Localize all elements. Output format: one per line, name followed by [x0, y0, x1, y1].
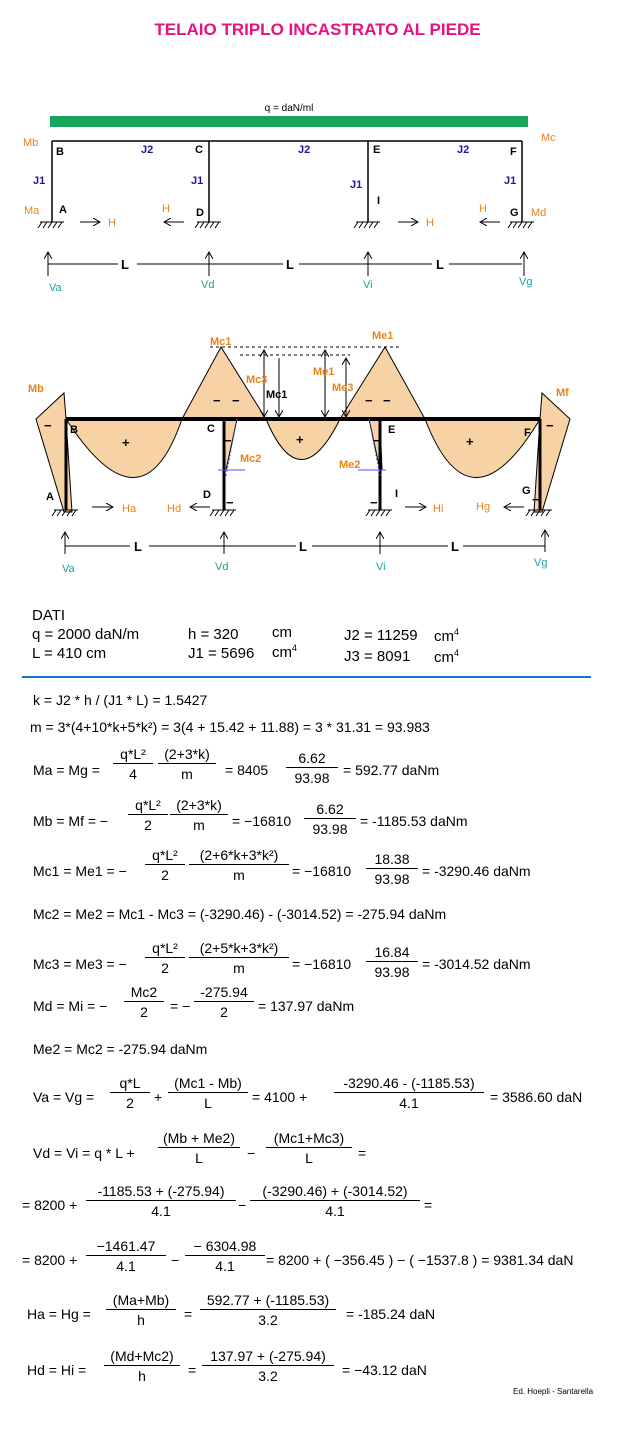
- formula-mc3-frac-2: [189, 940, 289, 976]
- span2-L-3: L: [451, 539, 459, 554]
- formula-vd2-lhs: = 8200 +: [22, 1197, 78, 1213]
- sign-minus-10: −: [224, 433, 232, 448]
- formula-ha-frac-1: [106, 1292, 176, 1328]
- node-G: G: [510, 207, 519, 219]
- formula-va-f1-num: q*L: [110, 1075, 150, 1093]
- frame-scheme: [0, 0, 635, 300]
- formula-va-f3-num: -3290.46 - (-1185.53): [334, 1075, 484, 1093]
- formula-mc1-f3-num: 18.38: [366, 851, 418, 869]
- force-H-3: H: [426, 217, 434, 229]
- node2-G: G: [522, 485, 531, 497]
- sign-minus-6: −: [546, 418, 554, 433]
- node-I: I: [377, 195, 381, 207]
- formula-md-f2-den: 2: [220, 1004, 228, 1020]
- formula-mb-mid: = −16810: [232, 813, 292, 829]
- force-Hg: Hg: [476, 501, 491, 513]
- formula-mc3-lhs: Mc3 = Me3 = −: [33, 956, 127, 972]
- dati-J3-unit-text: cm: [434, 649, 454, 666]
- formula-mb-f1-den: 2: [144, 817, 152, 833]
- formula-vd3-f2-den: 4.1: [215, 1258, 235, 1274]
- moment-fills: [36, 347, 570, 512]
- formula-mb-frac-3: [304, 801, 356, 837]
- formula-vd-eq: =: [358, 1145, 367, 1161]
- formula-va-f3-den: 4.1: [399, 1095, 419, 1111]
- formula-va-f1-den: 2: [126, 1095, 134, 1111]
- inertia-J2-label-3: J2: [457, 144, 470, 156]
- label-Mc1: Mc1: [210, 336, 232, 348]
- formula-mc1-f2-num: (2+6*k+3*k²): [189, 847, 289, 865]
- sign-minus-4: −: [365, 393, 373, 408]
- sign-minus-9: −: [532, 492, 540, 507]
- formula-md-mid: = −: [170, 998, 191, 1014]
- formula-md-lhs: Md = Mi = −: [33, 998, 108, 1014]
- force-H-1: H: [108, 217, 116, 229]
- dati-heading: DATI: [32, 607, 66, 624]
- formula-mb-lhs: Mb = Mf = −: [33, 813, 109, 829]
- sign-minus-8: −: [370, 495, 378, 510]
- sign-plus-1: +: [122, 435, 130, 450]
- force-H-2: H: [162, 203, 170, 215]
- formula-va-frac-3: [334, 1075, 484, 1111]
- reaction2-Vd: Vd: [215, 561, 229, 573]
- node-C: C: [195, 144, 203, 156]
- formula-ma-f1-num: q*L²: [113, 746, 153, 764]
- formula-va-f2-den: L: [204, 1095, 212, 1111]
- formula-va-frac-1: [110, 1075, 150, 1111]
- formula-vd3-f1-num: −1461.47: [86, 1238, 166, 1256]
- force-Ha: Ha: [122, 503, 137, 515]
- formula-k: k = J2 * h / (J1 * L) = 1.5427: [33, 692, 208, 708]
- inertia-J1-label-4: J1: [504, 175, 517, 187]
- formula-hd-f1-den: h: [138, 1368, 146, 1384]
- formula-ma-frac-3: [286, 750, 338, 786]
- formula-ma-f2-den: m: [181, 766, 193, 782]
- label-Me1: Me1: [372, 330, 394, 342]
- dati-q: q = 2000 daN/m: [32, 626, 140, 643]
- formula-vd2-f1-den: 4.1: [151, 1203, 171, 1219]
- formula-vd2-frac-2: [250, 1183, 420, 1219]
- span-L-1: L: [121, 257, 129, 272]
- formula-mb-frac-2: [170, 797, 228, 833]
- formula-ma-f1-den: 4: [129, 766, 137, 782]
- sign-minus-7: −: [226, 495, 234, 510]
- formula-mc3-frac-1: [145, 940, 185, 976]
- formula-mc1-frac-1: [145, 847, 185, 883]
- formula-vd2-minus: −: [238, 1197, 247, 1213]
- formula-mc3-result: = -3014.52 daNm: [422, 956, 531, 972]
- sign-minus-2: −: [213, 393, 221, 408]
- formula-vd3-f2-num: − 6304.98: [185, 1238, 265, 1256]
- formula-va-mid: = 4100 +: [252, 1089, 308, 1105]
- formula-ma-lhs: Ma = Mg =: [33, 762, 100, 778]
- formula-ha-f2-den: 3.2: [258, 1312, 278, 1328]
- moment-Md-label: Md: [531, 207, 547, 219]
- formula-ha-f1-den: h: [137, 1312, 145, 1328]
- formula-va-result: = 3586.60 daN: [490, 1089, 583, 1105]
- formula-ha-frac-2: [200, 1292, 336, 1328]
- formula-md-f1-den: 2: [140, 1004, 148, 1020]
- moment-Ma-label: Ma: [24, 205, 40, 217]
- formula-ma-f3-num: 6.62: [286, 750, 338, 768]
- formula-mc1-lhs: Mc1 = Me1 = −: [33, 863, 127, 879]
- formula-mc1-frac-2: [189, 847, 289, 883]
- dati-J1-exp: 4: [292, 643, 298, 653]
- load-label: q = daN/ml: [264, 103, 314, 114]
- moment-diagram: [0, 300, 635, 600]
- formula-vd3-result: = 8200 + ( −356.45 ) − ( −1537.8 ) = 9381.34 daN: [266, 1252, 574, 1268]
- dati-h: h = 320: [188, 626, 239, 643]
- dati-J1-unit-text: cm: [272, 644, 292, 661]
- formula-mb-frac-1: [128, 797, 168, 833]
- formula-ha-f1-num: (Ma+Mb): [106, 1292, 176, 1310]
- sign-minus-5: −: [383, 393, 391, 408]
- formula-md-frac-1: [124, 984, 164, 1020]
- formula-ma-f2-num: (2+3*k): [158, 746, 216, 764]
- formula-hd-f2-den: 3.2: [258, 1368, 278, 1384]
- formula-mb-f2-num: (2+3*k): [170, 797, 228, 815]
- formula-mc3-f3-num: 16.84: [366, 944, 418, 962]
- formula-md-result: = 137.97 daNm: [258, 998, 355, 1014]
- formula-mb-f3-num: 6.62: [304, 801, 356, 819]
- node2-E: E: [388, 424, 396, 436]
- node2-A: A: [46, 491, 54, 503]
- dati-J2: J2 = 11259: [344, 627, 418, 644]
- formula-vd2-f2-num: (-3290.46) + (-3014.52): [250, 1183, 420, 1201]
- distributed-load-bar: [50, 116, 528, 127]
- formula-ha-lhs: Ha = Hg =: [27, 1306, 91, 1322]
- dati-J2-unit: [434, 627, 459, 645]
- force-Hd: Hd: [167, 503, 182, 515]
- moment-Mb-label: Mb: [23, 137, 39, 149]
- formula-mc1-f1-num: q*L²: [145, 847, 185, 865]
- formula-mc1-result: = -3290.46 daNm: [422, 863, 531, 879]
- formula-mc1-frac-3: [366, 851, 418, 887]
- dati-J2-unit-text: cm: [434, 628, 454, 645]
- node-B: B: [56, 146, 64, 158]
- label-Mc1-inner: Mc1: [266, 389, 288, 401]
- span-L-3: L: [436, 257, 444, 272]
- formula-vd3-lhs: = 8200 +: [22, 1252, 78, 1268]
- formula-md-frac-2: [194, 984, 254, 1020]
- dati-J1-unit: [272, 643, 297, 661]
- formula-vd2-f1-num: -1185.53 + (-275.94): [86, 1183, 236, 1201]
- reaction-Vg: Vg: [519, 276, 533, 288]
- formula-vd-frac-2: [266, 1130, 352, 1166]
- node-F: F: [510, 146, 517, 158]
- formula-hd-eq: =: [188, 1362, 197, 1378]
- formula-vd3-f1-den: 4.1: [116, 1258, 136, 1274]
- formula-vd-f1-den: L: [195, 1150, 203, 1166]
- formula-mc1-mid: = −16810: [292, 863, 352, 879]
- formula-hd-frac-1: [104, 1348, 180, 1384]
- span2-L-2: L: [299, 539, 307, 554]
- frame-lines: [52, 141, 522, 222]
- node2-B: B: [70, 424, 78, 436]
- dati-h-unit: cm: [272, 624, 292, 641]
- formula-mc2: Mc2 = Me2 = Mc1 - Mc3 = (-3290.46) - (-3014.52) = -275.94 daNm: [33, 906, 447, 922]
- formula-vd3-minus: −: [171, 1252, 180, 1268]
- formula-mc3-f1-num: q*L²: [145, 940, 185, 958]
- formula-m: m = 3*(4+10*k+5*k²) = 3(4 + 15.42 + 11.88) = 3 * 31.31 = 93.983: [30, 719, 430, 735]
- formula-vd-lhs: Vd = Vi = q * L +: [33, 1145, 135, 1161]
- label-Me2: Me2: [339, 459, 361, 471]
- dati-J3-exp: 4: [454, 648, 460, 658]
- sign-plus-3: +: [466, 434, 474, 449]
- formula-va-f2-num: (Mc1 - Mb): [168, 1075, 248, 1093]
- node-A: A: [59, 204, 67, 216]
- reaction-Vi: Vi: [363, 279, 373, 291]
- formula-hd-result: = −43.12 daN: [342, 1362, 427, 1378]
- formula-mc3-f2-den: m: [233, 960, 245, 976]
- formula-mb-f3-den: 93.98: [312, 821, 348, 837]
- publisher-credit: Ed. Hoepli - Santarella: [513, 1387, 594, 1396]
- inertia-J1-label-2: J1: [191, 175, 204, 187]
- formula-ma-frac-1: [113, 746, 153, 782]
- inertia-J1-label-3: J1: [350, 179, 363, 191]
- formula-mc1-f1-den: 2: [161, 867, 169, 883]
- span2-L-1: L: [134, 539, 142, 554]
- dati-J1: J1 = 5696: [188, 645, 255, 662]
- formula-vd3-frac-2: [185, 1238, 265, 1274]
- node-E: E: [373, 144, 381, 156]
- formula-vd3-frac-1: [86, 1238, 166, 1274]
- formula-md-f1-num: Mc2: [124, 984, 164, 1002]
- sign-minus-3: −: [232, 393, 240, 408]
- reaction-Vd: Vd: [201, 279, 215, 291]
- formula-vd-f2-den: L: [305, 1150, 313, 1166]
- moment-Mc-label: Mc: [541, 132, 556, 144]
- sign-plus-2: +: [296, 432, 304, 447]
- formula-ha-result: = -185.24 daN: [346, 1306, 436, 1322]
- section-divider: [22, 676, 591, 678]
- formula-me2: Me2 = Mc2 = -275.94 daNm: [33, 1041, 208, 1057]
- formula-ma-result: = 592.77 daNm: [343, 762, 440, 778]
- dati-J2-exp: 4: [454, 627, 460, 637]
- reaction2-Vg: Vg: [534, 557, 548, 569]
- span-L-2: L: [286, 257, 294, 272]
- formula-mc3-f2-num: (2+5*k+3*k²): [189, 940, 289, 958]
- formula-mc3-mid: = −16810: [292, 956, 352, 972]
- formula-va-plus: +: [154, 1089, 163, 1105]
- reaction-Va: Va: [49, 282, 62, 294]
- label-Me1-inner: Me1: [313, 366, 335, 378]
- sign-minus-1: −: [44, 418, 52, 433]
- node-D: D: [196, 207, 204, 219]
- dati-L: L = 410 cm: [32, 645, 107, 662]
- formula-hd-frac-2: [202, 1348, 334, 1384]
- formula-mb-result: = -1185.53 daNm: [360, 813, 468, 829]
- formula-vd2-eq: =: [424, 1197, 433, 1213]
- label-Mc3: Mc3: [246, 374, 268, 386]
- formula-va-lhs: Va = Vg =: [33, 1089, 95, 1105]
- formula-vd2-f2-den: 4.1: [325, 1203, 345, 1219]
- inertia-J1-label-1: J1: [33, 175, 46, 187]
- formula-vd-f2-num: (Mc1+Mc3): [266, 1130, 352, 1148]
- label-Mf: Mf: [556, 387, 569, 399]
- node2-F: F: [524, 427, 531, 439]
- formula-mb-f2-den: m: [193, 817, 205, 833]
- dati-J3-unit: [434, 648, 459, 666]
- formula-vd2-frac-1: [86, 1183, 236, 1219]
- sign-minus-11: −: [373, 433, 381, 448]
- formula-ma-frac-2: [158, 746, 216, 782]
- formula-mc1-f2-den: m: [233, 867, 245, 883]
- formula-mc3-f1-den: 2: [161, 960, 169, 976]
- formula-hd-f2-num: 137.97 + (-275.94): [202, 1348, 334, 1366]
- formula-mb-f1-num: q*L²: [128, 797, 168, 815]
- formula-mc1-f3-den: 93.98: [374, 871, 410, 887]
- formula-vd-minus: −: [247, 1145, 256, 1161]
- inertia-J2-label-2: J2: [298, 144, 311, 156]
- label-Mc2: Mc2: [240, 453, 262, 465]
- reaction2-Vi: Vi: [376, 561, 386, 573]
- formula-ma-mid: = 8405: [225, 762, 269, 778]
- force-Hi: Hi: [433, 503, 444, 515]
- formula-mc3-frac-3: [366, 944, 418, 980]
- formula-ha-eq: =: [184, 1306, 193, 1322]
- reaction2-Va: Va: [62, 563, 75, 575]
- formula-mc3-f3-den: 93.98: [374, 964, 410, 980]
- formula-vd-frac-1: [158, 1130, 240, 1166]
- formula-hd-f1-num: (Md+Mc2): [104, 1348, 180, 1366]
- label-Me3: Me3: [332, 382, 354, 394]
- formula-hd-lhs: Hd = Hi =: [27, 1362, 87, 1378]
- node2-C: C: [207, 423, 215, 435]
- label-Mb: Mb: [28, 383, 44, 395]
- node2-I: I: [395, 488, 399, 500]
- dati-J3: J3 = 8091: [344, 648, 411, 665]
- inertia-J2-label-1: J2: [141, 144, 154, 156]
- page-title: TELAIO TRIPLO INCASTRATO AL PIEDE: [154, 20, 481, 39]
- formula-ma-f3-den: 93.98: [294, 770, 330, 786]
- formula-ha-f2-num: 592.77 + (-1185.53): [200, 1292, 336, 1310]
- formula-va-frac-2: [168, 1075, 248, 1111]
- node2-D: D: [203, 489, 211, 501]
- force-H-4: H: [479, 203, 487, 215]
- formula-vd-f1-num: (Mb + Me2): [158, 1130, 240, 1148]
- formula-md-f2-num: -275.94: [194, 984, 254, 1002]
